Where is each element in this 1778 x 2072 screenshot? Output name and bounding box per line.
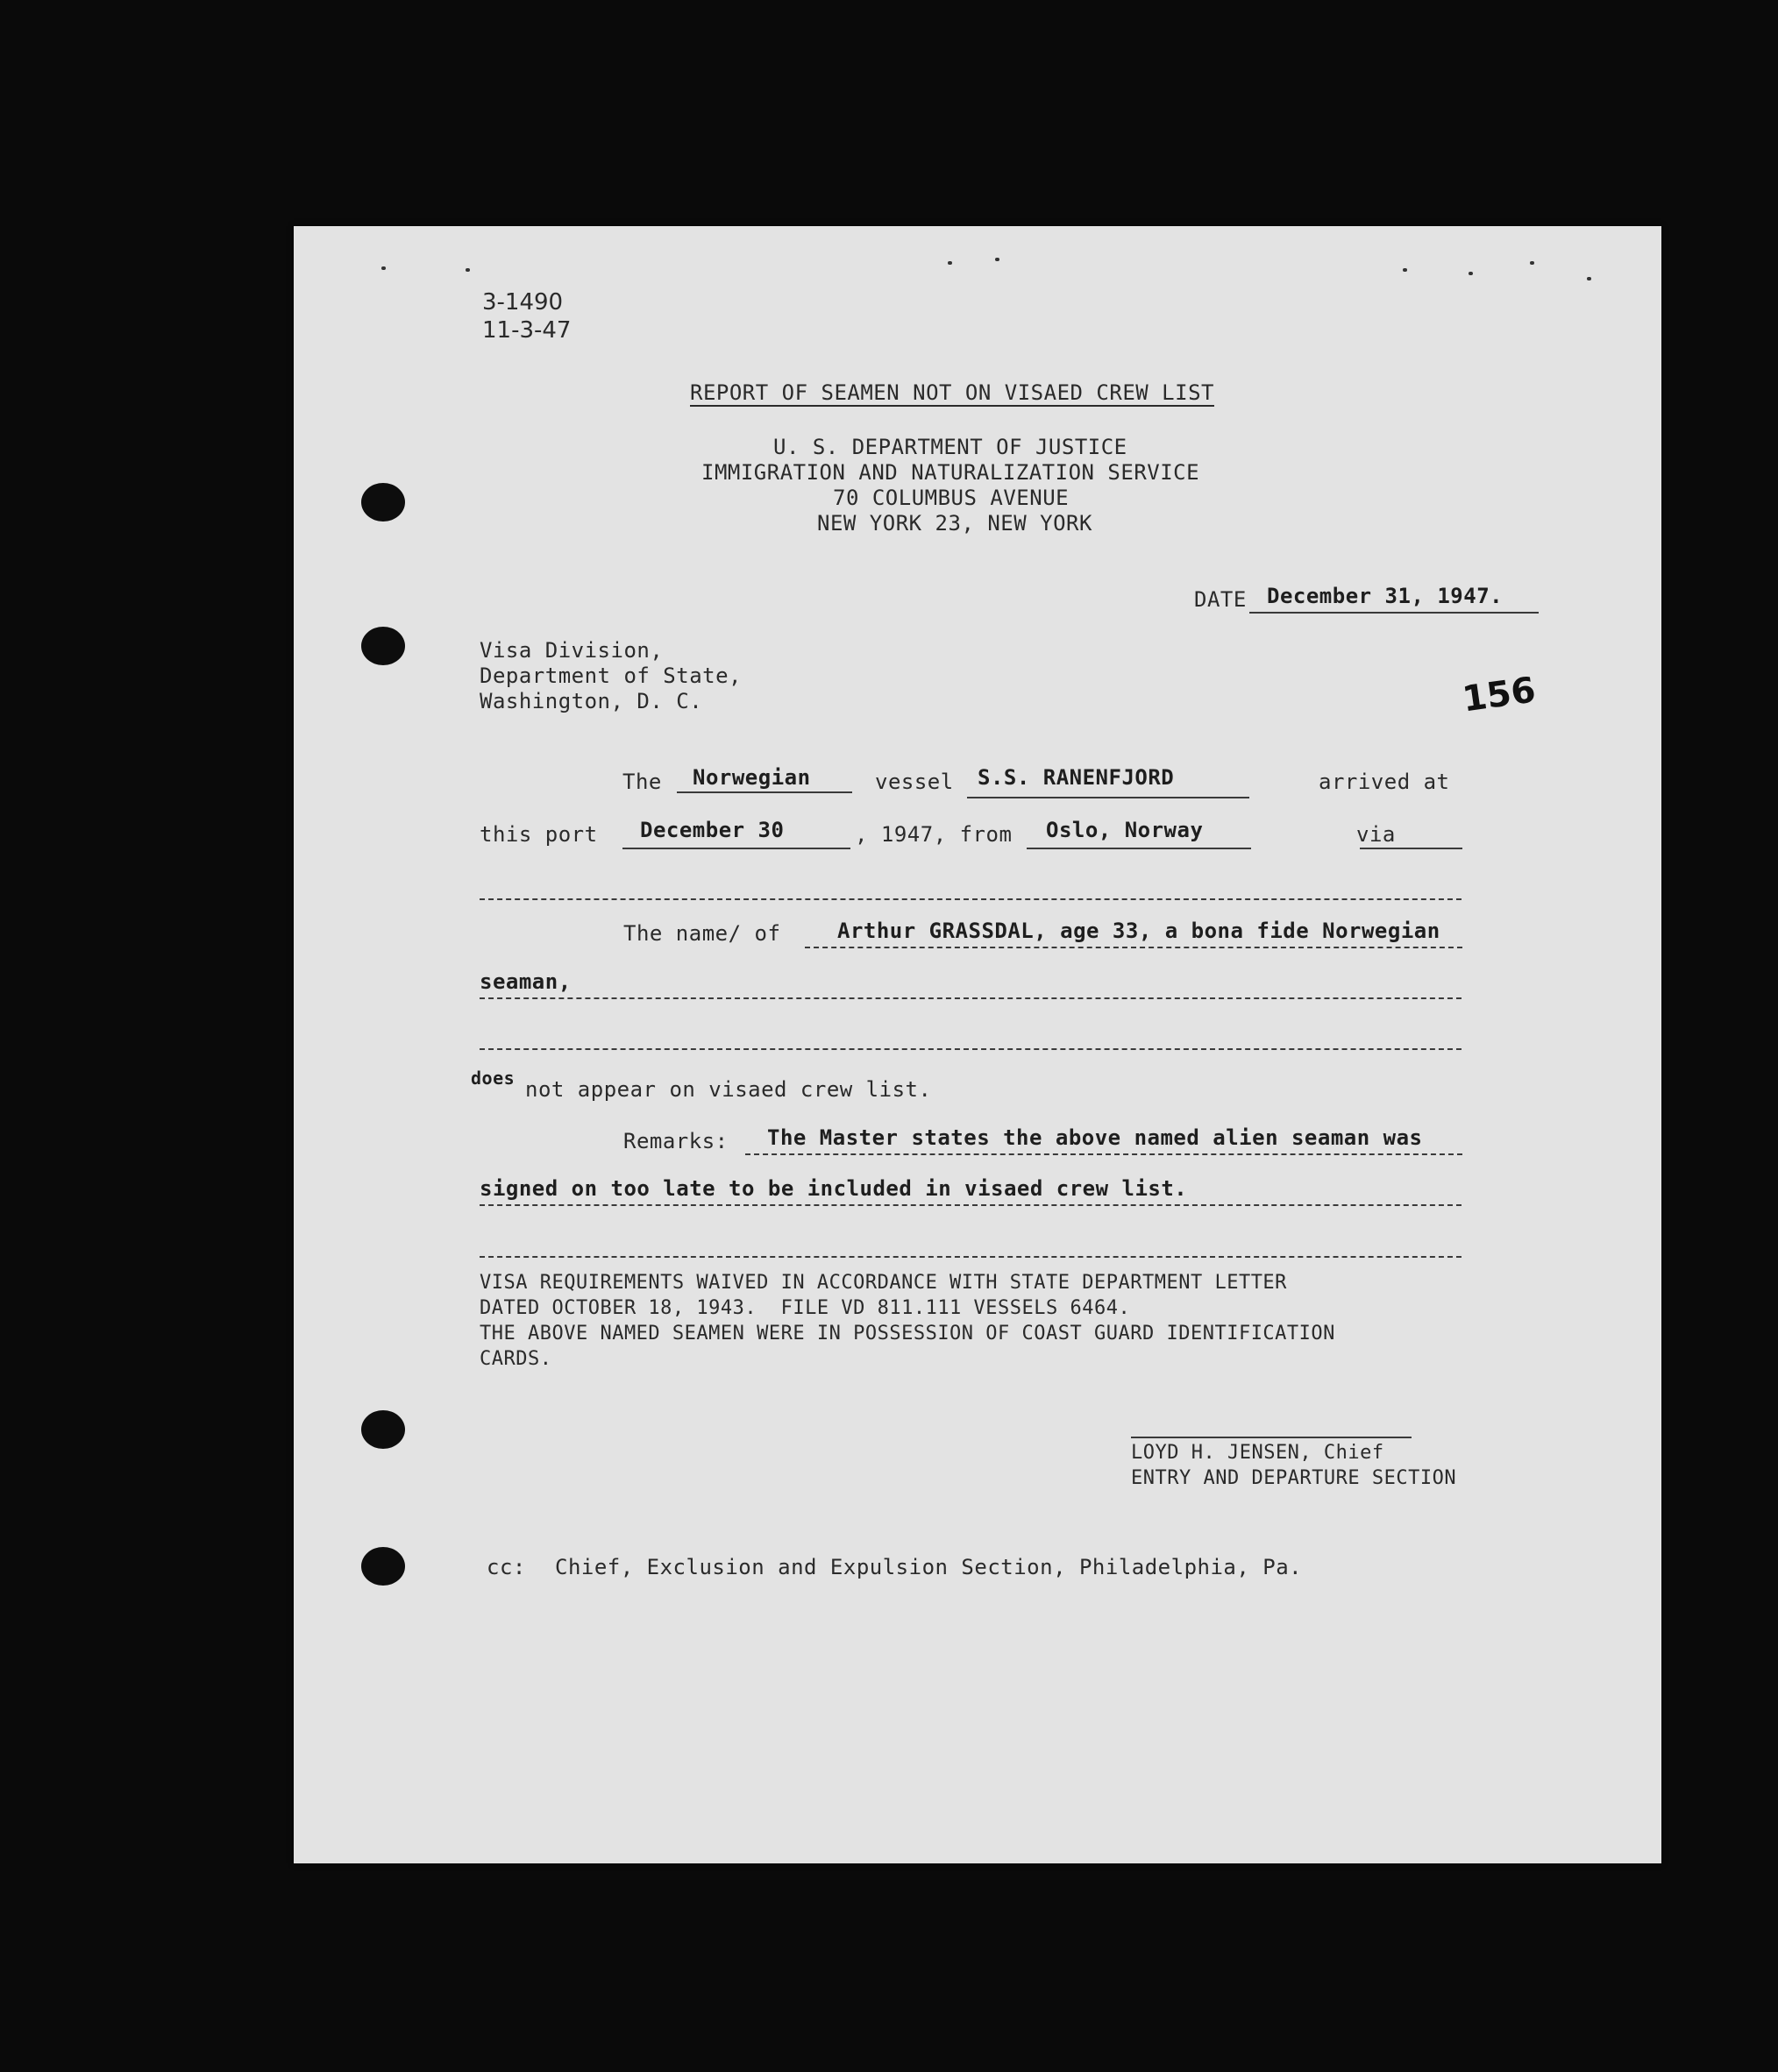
signature-name: LOYD H. JENSEN, Chief [1131,1442,1384,1464]
punch-hole [361,627,405,665]
agency-line: NEW YORK 23, NEW YORK [817,511,1092,536]
does-not-appear-text: not appear on visaed crew list. [525,1077,932,1102]
agency-line: 70 COLUMBUS AVENUE [833,486,1070,510]
nationality-underline [677,791,852,793]
vessel-name-value: S.S. RANENFJORD [978,765,1175,790]
the-label: The [622,770,662,794]
waiver-line: VISA REQUIREMENTS WAIVED IN ACCORDANCE WITH STATE DEPARTMENT LETTER [480,1272,1287,1294]
remarks-value: The Master states the above named alien seaman was [767,1125,1423,1150]
scan-speck [1469,272,1473,275]
vessel-underline [967,797,1249,798]
date-underline [1249,612,1539,614]
scan-speck [995,258,999,261]
cc-label: cc: [487,1555,526,1579]
remarks-underline [745,1153,1462,1155]
remarks-continued-underline [480,1204,1462,1206]
waiver-line: THE ABOVE NAMED SEAMEN WERE IN POSSESSION OF COAST GUARD IDENTIFICATION [480,1323,1335,1345]
names-underline [805,947,1462,948]
blank-ruled-line [480,898,1462,900]
year-from-label: , 1947, from [855,822,1013,847]
waiver-line: CARDS. [480,1348,552,1370]
scan-speck [466,268,470,272]
names-value: Arthur GRASSDAL, age 33, a bona fide Norwegian [837,919,1440,943]
origin-value: Oslo, Norway [1046,818,1204,842]
does-overstrike: does [471,1068,516,1089]
scan-speck [1587,277,1591,280]
signature-line [1131,1437,1412,1438]
agency-line: IMMIGRATION AND NATURALIZATION SERVICE [701,460,1200,485]
date-label: DATE [1194,587,1247,612]
scan-speck [381,266,386,270]
remarks-value-continued: signed on too late to be included in visaed crew list. [480,1176,1188,1201]
document-page [294,226,1661,1863]
scan-speck [1530,261,1534,265]
signature-section: ENTRY AND DEPARTURE SECTION [1131,1467,1457,1489]
vessel-label: vessel [875,770,954,794]
via-underline [1360,848,1462,849]
addressee-line: Department of State, [480,663,742,688]
reference-number: 3-1490 [482,289,564,316]
arrival-date-underline [622,848,850,849]
reference-date: 11-3-47 [482,317,572,344]
arrival-date-value: December 30 [640,818,785,842]
form-title: REPORT OF SEAMEN NOT ON VISAED CREW LIST [690,380,1214,405]
cc-text: Chief, Exclusion and Expulsion Section, Philadelphia, Pa. [555,1555,1303,1579]
nationality-value: Norwegian [693,765,811,790]
punch-hole [361,1410,405,1449]
agency-line: U. S. DEPARTMENT OF JUSTICE [773,435,1127,459]
scan-speck [1403,268,1407,272]
names-continued-underline [480,997,1462,999]
blank-ruled-line [480,1048,1462,1050]
waiver-line: DATED OCTOBER 18, 1943. FILE VD 811.111 VESSELS 6464. [480,1297,1131,1319]
punch-hole [361,483,405,522]
remarks-label: Remarks: [623,1129,729,1153]
addressee-line: Visa Division, [480,638,664,663]
names-label: The name/ of [623,921,781,946]
via-label: via [1356,822,1396,847]
arrived-at-label: arrived at [1319,770,1450,794]
file-number-stamp: 156 [1460,670,1539,720]
punch-hole [361,1547,405,1586]
date-value: December 31, 1947. [1267,584,1504,608]
blank-ruled-line [480,1256,1462,1258]
addressee-line: Washington, D. C. [480,689,703,713]
this-port-label: this port [480,822,598,847]
scan-speck [948,261,952,265]
names-value-continued: seaman, [480,969,572,994]
origin-underline [1027,848,1251,849]
